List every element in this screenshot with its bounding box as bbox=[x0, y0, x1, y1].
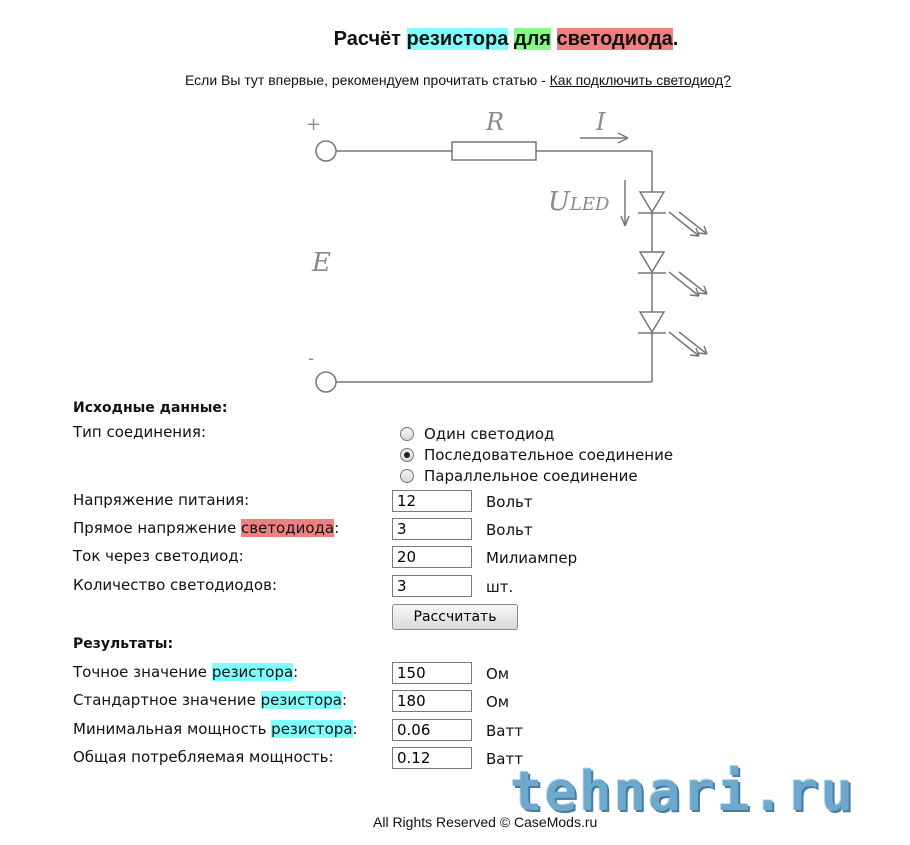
radio-parallel-connection[interactable]: Параллельное соединение bbox=[400, 467, 638, 485]
led-current-unit: Милиампер bbox=[486, 549, 578, 567]
watermark-logo: tehnari.ru bbox=[510, 760, 856, 823]
circuit-diagram bbox=[300, 100, 720, 400]
minus-label: - bbox=[308, 348, 315, 369]
inputs-section-title: Исходные данные: bbox=[73, 400, 228, 416]
radio-button[interactable] bbox=[400, 427, 414, 441]
min-power-unit: Ватт bbox=[486, 722, 523, 740]
radio-button-selected[interactable] bbox=[400, 448, 414, 462]
negative-terminal bbox=[316, 372, 336, 392]
results-section-title: Результаты: bbox=[73, 636, 174, 652]
standard-resistor-label: Стандартное значение резистора: bbox=[73, 691, 348, 709]
min-power-output[interactable] bbox=[392, 719, 472, 741]
radio-series-connection[interactable]: Последовательное соединение bbox=[400, 446, 673, 464]
led-2 bbox=[638, 252, 707, 296]
title-led-highlight: светодиода bbox=[556, 28, 673, 50]
supply-voltage-unit: Вольт bbox=[486, 493, 533, 511]
led-1 bbox=[638, 192, 707, 236]
exact-resistor-unit: Ом bbox=[486, 665, 510, 683]
exact-resistor-label: Точное значение резистора: bbox=[73, 663, 299, 681]
total-power-unit: Ватт bbox=[486, 750, 523, 768]
radio-single-led[interactable]: Один светодиод bbox=[400, 425, 554, 443]
title-for-highlight: для bbox=[513, 28, 551, 50]
forward-voltage-input[interactable] bbox=[392, 518, 472, 540]
forward-voltage-unit: Вольт bbox=[486, 521, 533, 539]
radio-button[interactable] bbox=[400, 469, 414, 483]
positive-terminal bbox=[316, 141, 336, 161]
plus-label: + bbox=[306, 114, 322, 135]
total-power-label: Общая потребляемая мощность: bbox=[73, 748, 334, 766]
intro-text: Если Вы тут впервые, рекомендуем прочитать статью - Как подключить светодиод? bbox=[185, 72, 731, 88]
led-count-input[interactable] bbox=[392, 575, 472, 597]
standard-resistor-output[interactable] bbox=[392, 690, 472, 712]
supply-voltage-label: Напряжение питания: bbox=[73, 491, 250, 509]
led-current-input[interactable] bbox=[392, 546, 472, 568]
calculate-button[interactable]: Рассчитать bbox=[392, 604, 518, 630]
exact-resistor-output[interactable] bbox=[392, 662, 472, 684]
resistor-label: R bbox=[486, 108, 505, 136]
current-label: I bbox=[596, 108, 606, 136]
resistor-symbol bbox=[452, 142, 536, 160]
voltage-led-label: ULED bbox=[548, 187, 610, 217]
footer-copyright: All Rights Reserved © CaseMods.ru bbox=[373, 814, 598, 830]
article-link[interactable]: Как подключить светодиод? bbox=[549, 72, 731, 88]
led-current-label: Ток через светодиод: bbox=[73, 547, 244, 565]
led-count-unit: шт. bbox=[486, 578, 514, 596]
title-resistor-highlight: резистора bbox=[406, 28, 509, 50]
page-title: Расчёт резистора для светодиода. bbox=[333, 28, 679, 50]
supply-voltage-input[interactable] bbox=[392, 490, 472, 512]
total-power-output[interactable] bbox=[392, 747, 472, 769]
led-3 bbox=[638, 312, 707, 356]
forward-voltage-label: Прямое напряжение светодиода: bbox=[73, 519, 340, 537]
connection-type-label: Тип соединения: bbox=[73, 423, 206, 441]
standard-resistor-unit: Ом bbox=[486, 693, 510, 711]
supply-voltage-label: E bbox=[312, 248, 331, 278]
min-power-label: Минимальная мощность резистора: bbox=[73, 720, 358, 738]
led-count-label: Количество светодиодов: bbox=[73, 576, 277, 594]
